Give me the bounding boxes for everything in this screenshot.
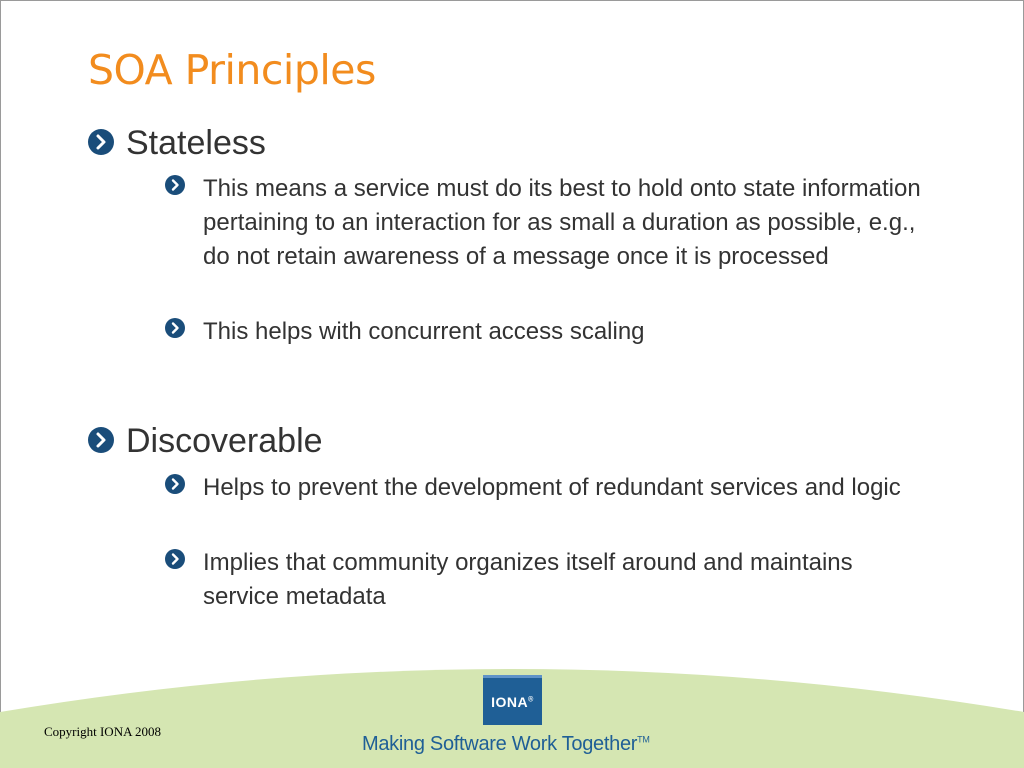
- chevron-right-icon: [165, 549, 185, 569]
- chevron-right-icon: [165, 175, 185, 195]
- slide-title: SOA Principles: [88, 46, 376, 94]
- chevron-right-icon: [88, 427, 114, 453]
- bullet-discoverable: [88, 422, 323, 460]
- bullet-heading: Discoverable: [126, 422, 323, 460]
- sub-bullet: [165, 546, 925, 614]
- sub-bullet: [165, 315, 925, 349]
- copyright-notice: Copyright IONA 2008: [44, 724, 161, 739]
- sub-bullet: [165, 172, 925, 274]
- sub-bullet-text: Helps to prevent the development of redundant services and logic: [203, 474, 901, 501]
- tagline: Making Software Work Together™: [362, 733, 650, 755]
- chevron-right-icon: [88, 129, 114, 155]
- chevron-right-icon: [165, 318, 185, 338]
- bullet-stateless: [88, 124, 266, 162]
- sub-bullet-text: This helps with concurrent access scaling: [203, 318, 645, 345]
- iona-logo: [483, 675, 542, 725]
- bullet-heading: Stateless: [126, 124, 266, 162]
- sub-bullet: [165, 471, 925, 505]
- sub-bullet-text: This means a service must do its best to hold onto state information pertaining to an interaction for as small a duration as possible, e.g., do not retain awareness of a message once it is processed: [203, 175, 921, 270]
- sub-bullet-text: Implies that community organizes itself around and maintains service metadata: [203, 549, 853, 610]
- iona-logo-text: IONA®: [491, 693, 534, 710]
- chevron-right-icon: [165, 474, 185, 494]
